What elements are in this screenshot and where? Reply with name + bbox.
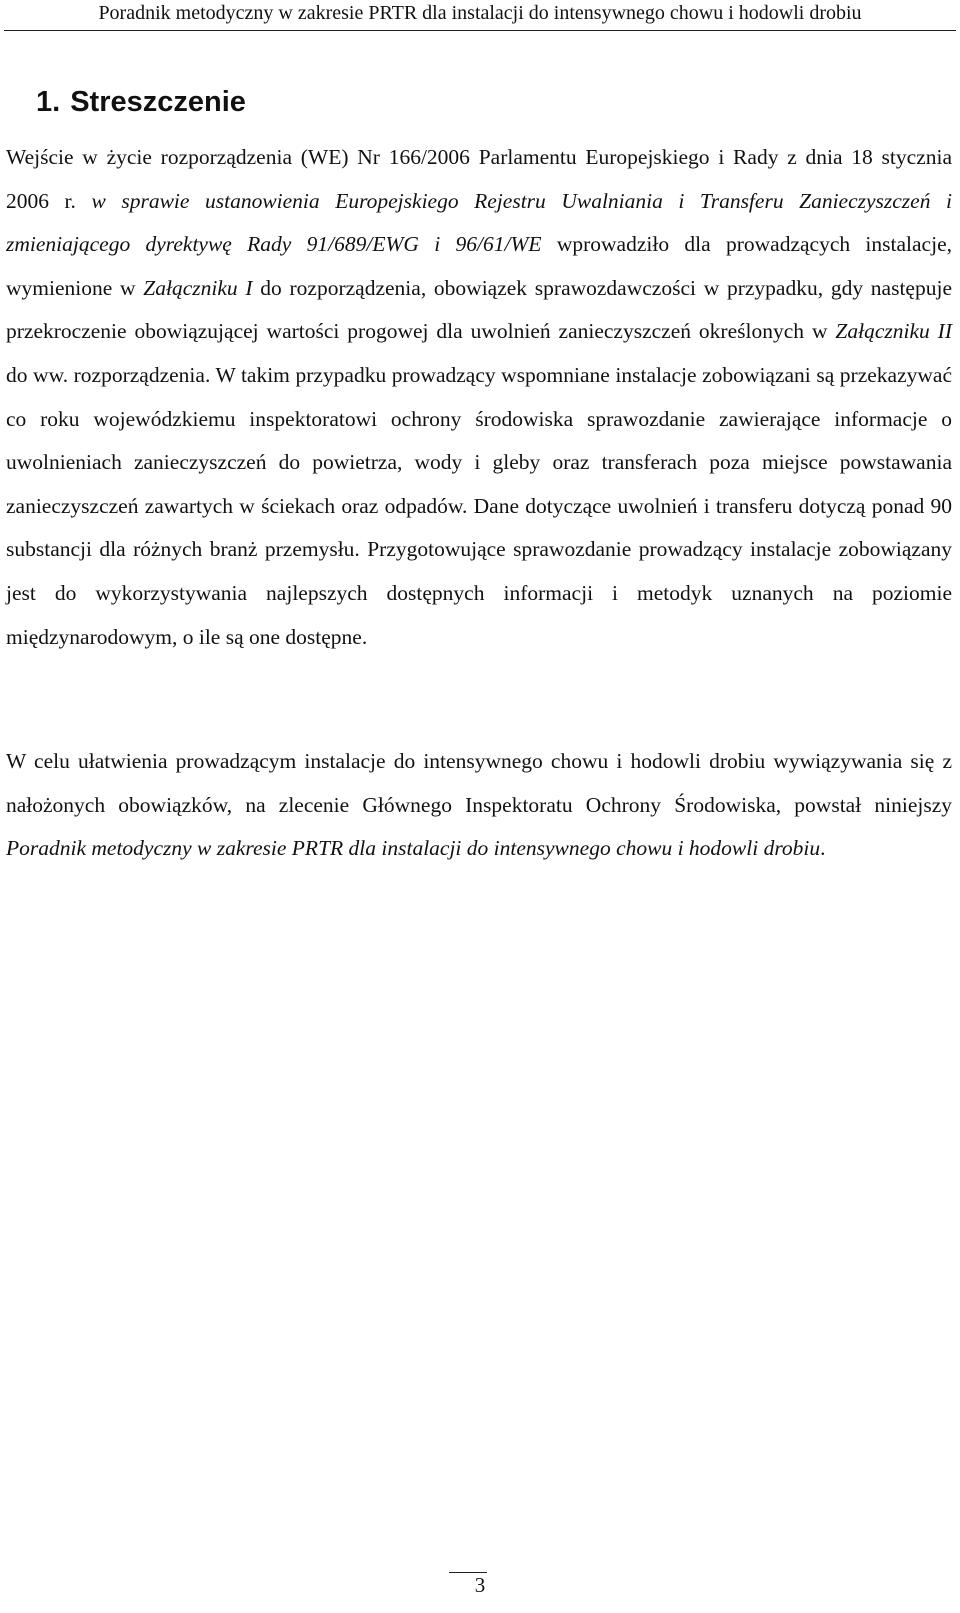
p1-text-c: do rozporządzenia, obowiązek sprawozdawczości w przypadku, gdy następuje przekroczenie obowiązującej wartości progowej dla uwolnień zanieczyszczeń określonych w	[6, 275, 952, 344]
p2-guide-title: Poradnik metodyczny w zakresie PRTR dla instalacji do intensywnego chowu i hodowli drobiu	[6, 836, 821, 861]
p1-text-b: wprowadziło dla prowadzących instalacje, wymienione w	[6, 232, 952, 300]
section-heading	[36, 84, 246, 120]
p2-text-b: .	[820, 836, 826, 861]
section-title-text: Streszczenie	[70, 86, 246, 118]
p1-text-a: Wejście w życie rozporządzenia (WE) Nr 166/2006 Parlamentu Europejskiego i Rady z dnia 18 stycznia 2006 r.	[6, 145, 952, 213]
section-number: 1.	[36, 86, 61, 118]
header-divider	[4, 30, 956, 31]
p1-text-d: do ww. rozporządzenia. W takim przypadku prowadzący wspomniane instalacje zobowiązani są przekazywać co roku wojewódzkiemu inspektoratowi ochrony środowiska sprawozdanie zawierające informacje o uwolnieniach zanieczyszczeń do powietrza, wody i gleby oraz transferach poza miejsce powstawania zanieczyszczeń zawartych w ściekach oraz odpadów. Dane dotyczące uwolnień i transferu dotyczą ponad 90 substancji dla różnych branż przemysłu. Przygotowujące sprawozdanie prowadzący instalacje zobowiązany jest do wykorzystywania najlepszych dostępnych informacji i metodyk uznanych na poziomie międzynarodowym, o ile są one dostępne.	[6, 362, 952, 649]
p1-annex-1-ref: Załączniku I	[143, 275, 253, 300]
summary-paragraph-1	[6, 136, 952, 659]
page-number: 3	[474, 1573, 486, 1597]
running-header: Poradnik metodyczny w zakresie PRTR dla instalacji do intensywnego chowu i hodowli drobiu	[98, 2, 862, 24]
p2-text-a: W celu ułatwienia prowadzącym instalacje do intensywnego chowu i hodowli drobiu wywiązywania się z nałożonych obowiązków, na zlecenie Głównego Inspektoratu Ochrony Środowiska, powstał niniejszy	[6, 749, 952, 817]
p1-regulation-title: w sprawie ustanowienia Europejskiego Rejestru Uwalniania i Transferu Zanieczyszczeń i zmieniającego dyrektywę Rady 91/689/EWG i 96/61/WE	[6, 188, 952, 257]
p1-annex-2-ref: Załączniku II	[835, 319, 952, 344]
summary-paragraph-2	[6, 740, 952, 871]
